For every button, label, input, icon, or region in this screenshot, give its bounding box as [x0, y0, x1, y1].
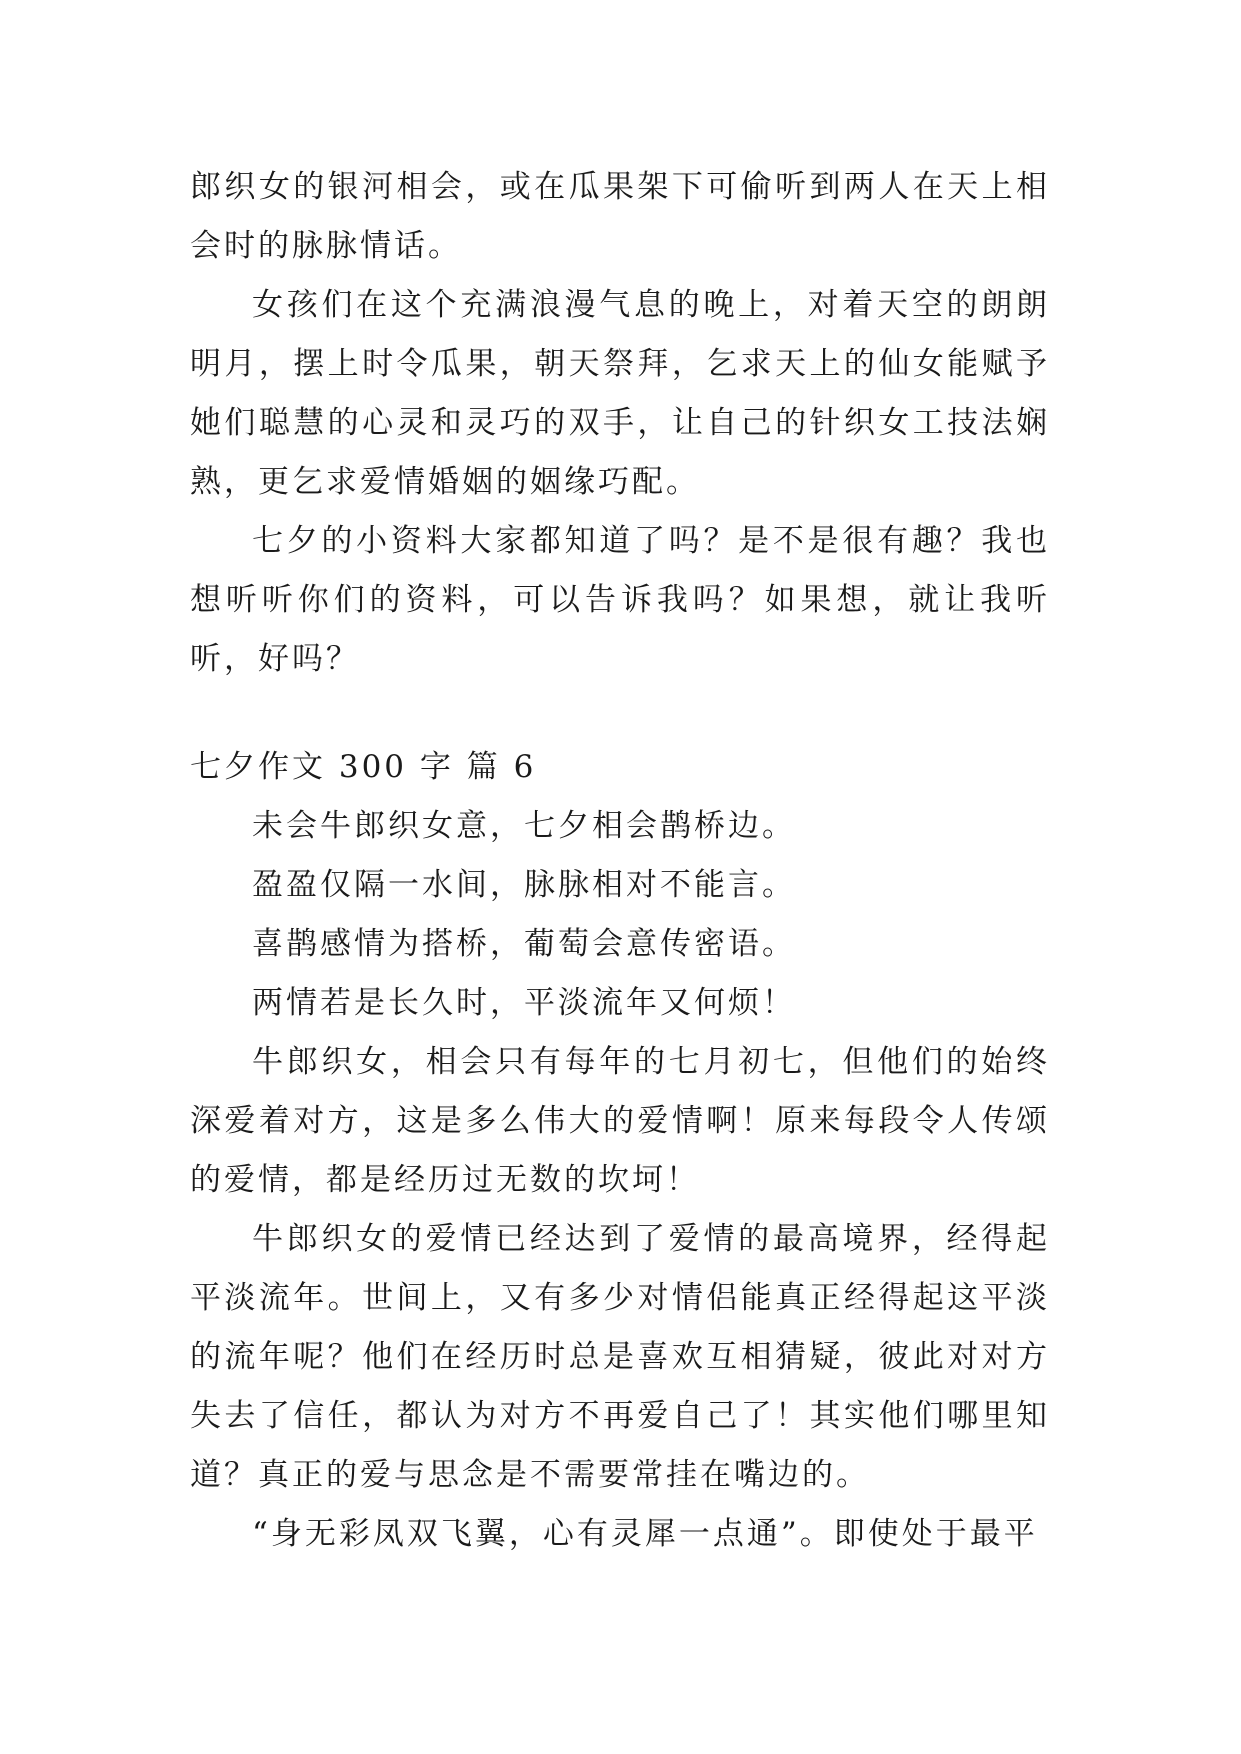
paragraph-cowherd-weaver-love: 牛郎织女，相会只有每年的七月初七，但他们的始终深爱着对方，这是多么伟大的爱情啊！原来每段令人传颂的爱情，都是经历过无数的坎坷！ [190, 1044, 1050, 1198]
paragraph-poem-quote: “身无彩凤双飞翼，心有灵犀一点通”。即使处于最平 [252, 1516, 1038, 1552]
poem-line: 未会牛郎织女意，七夕相会鹊桥边。 [252, 808, 796, 844]
poem-line: 喜鹊感情为搭桥，葡萄会意传密语。 [252, 926, 796, 962]
section-heading: 七夕作文 300 字 篇 6 [190, 749, 537, 785]
paragraph-qixi-info-question: 七夕的小资料大家都知道了吗？是不是很有趣？我也想听听你们的资料，可以告诉我吗？如果想，就让我听听，好吗？ [190, 523, 1050, 677]
paragraph-highest-realm: 牛郎织女的爱情已经达到了爱情的最高境界，经得起平淡流年。世间上，又有多少对情侣能真正经得起这平淡的流年呢？他们在经历时总是喜欢互相猜疑，彼此对对方失去了信任，都认为对方不再爱自己了！其实他们哪里知道？真正的爱与思念是不需要常挂在嘴边的。 [190, 1221, 1050, 1493]
poem-line: 两情若是长久时，平淡流年又何烦！ [252, 985, 796, 1021]
document-body [190, 158, 1050, 1564]
paragraph-continued: 郎织女的银河相会，或在瓜果架下可偷听到两人在天上相会时的脉脉情话。 [190, 169, 1050, 264]
paragraph-girls-worship: 女孩们在这个充满浪漫气息的晚上，对着天空的朗朗明月，摆上时令瓜果，朝天祭拜，乞求天上的仙女能赋予她们聪慧的心灵和灵巧的双手，让自己的针织女工技法娴熟，更乞求爱情婚姻的姻缘巧配。 [190, 287, 1050, 500]
poem-line: 盈盈仅隔一水间，脉脉相对不能言。 [252, 867, 796, 903]
